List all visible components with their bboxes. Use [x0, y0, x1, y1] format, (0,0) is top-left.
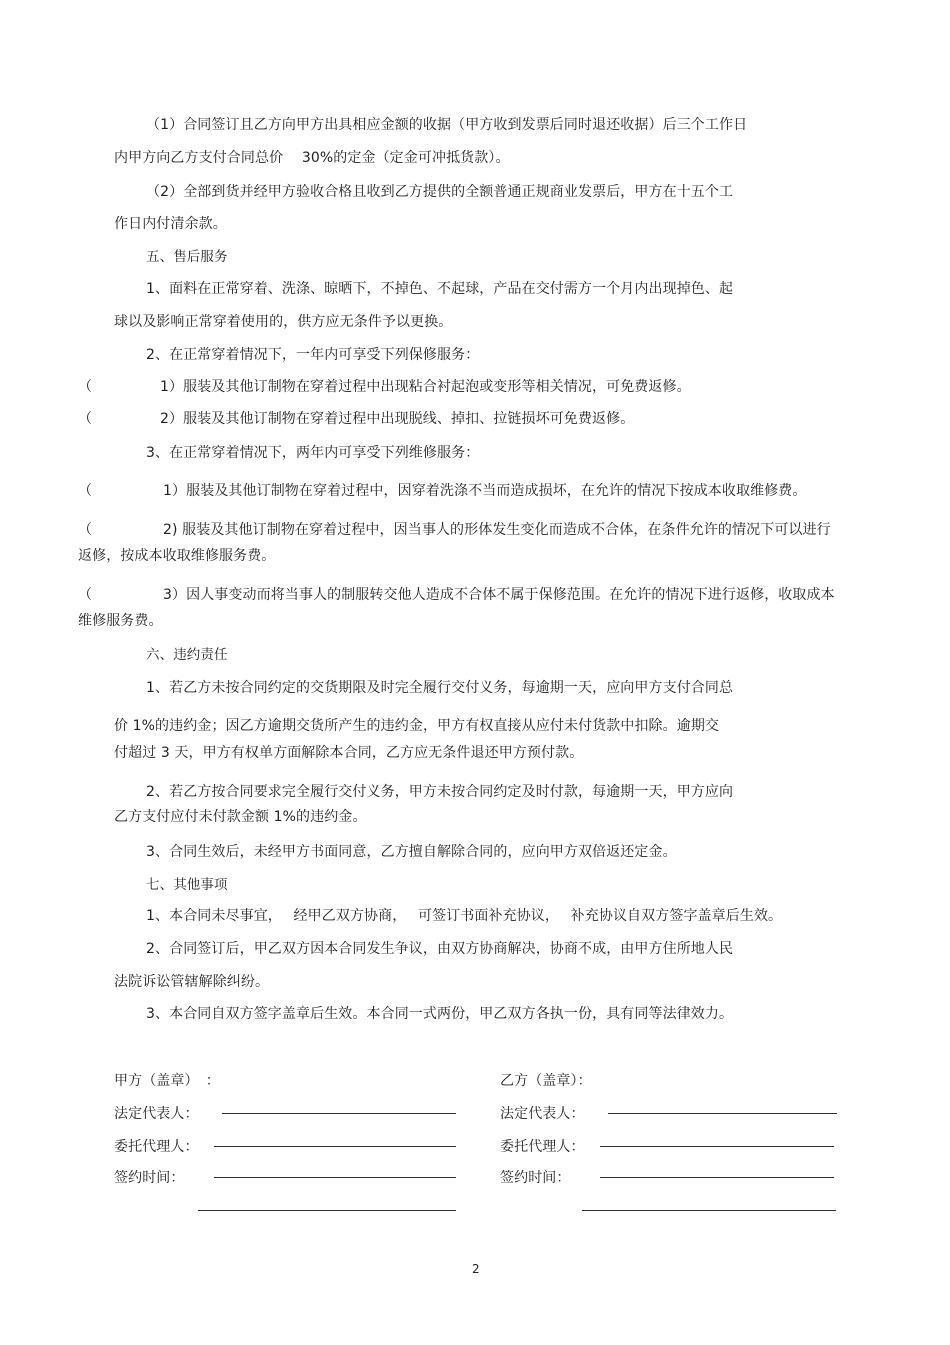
party-a-date-line[interactable]: [214, 1177, 456, 1178]
party-b-agent-label: 委托代理人：: [500, 1139, 585, 1155]
party-a-rep-signature-line[interactable]: [222, 1113, 456, 1114]
other-clause2-line1: 2、合同签订后，甲乙双方因本合同发生争议，由双方协商解决，协商不成，由甲方住所地人民: [146, 941, 734, 957]
after-sales-clause3-heading: 3、在正常穿着情况下，两年内可享受下列维修服务：: [146, 445, 480, 461]
liability-heading: 六、违约责任: [146, 647, 228, 663]
after-sales-clause2-item2-paren: （: [78, 411, 93, 427]
after-sales-clause3-item3-line2: 维修服务费。: [78, 613, 163, 629]
payment-item2-line2: 作日内付清余款。: [114, 216, 227, 232]
other-clause2-line2: 法院诉讼管辖解除纠纷。: [114, 974, 270, 990]
after-sales-clause2-item1: 1）服装及其他订制物在穿着过程中出现粘合衬起泡或变形等相关情况，可免费返修。: [160, 379, 691, 395]
payment-item2-line1: （2）全部到货并经甲方验收合格且收到乙方提供的全额普通正规商业发票后，甲方在十五个工: [146, 184, 734, 200]
after-sales-clause2-item1-paren: （: [78, 379, 93, 395]
after-sales-clause3-item2-line2: 返修，按成本收取维修服务费。: [78, 548, 276, 564]
liability-clause1-line3: 付超过 3 天，甲方有权单方面解除本合同，乙方应无条件退还甲方预付款。: [114, 745, 584, 761]
party-b-date-label: 签约时间：: [500, 1170, 571, 1186]
after-sales-clause3-item3-line1: 3）因人事变动而将当事人的制服转交他人造成不合体不属于保修范围。在允许的情况下进行返修，收取成本: [163, 587, 835, 603]
page-number: 2: [472, 1262, 480, 1276]
party-a-label: 甲方（盖章） ：: [114, 1073, 220, 1089]
party-a-rep-label: 法定代表人：: [114, 1106, 199, 1122]
liability-clause2-line2: 乙方支付应付未付款金额 1%的违约金。: [114, 809, 367, 825]
party-b-label: 乙方（盖章）：: [500, 1073, 592, 1089]
after-sales-clause2-heading: 2、在正常穿着情况下，一年内可享受下列保修服务：: [146, 347, 480, 363]
after-sales-clause1-line2: 球以及影响正常穿着使用的，供方应无条件予以更换。: [114, 314, 453, 330]
party-b-agent-signature-line[interactable]: [600, 1146, 834, 1147]
party-b-extra-line[interactable]: [582, 1210, 836, 1211]
liability-clause3: 3、合同生效后，未经甲方书面同意，乙方擅自解除合同的，应向甲方双倍返还定金。: [146, 844, 677, 860]
party-b-rep-label: 法定代表人：: [500, 1106, 585, 1122]
other-heading: 七、其他事项: [146, 877, 228, 893]
party-b-date-line[interactable]: [600, 1177, 834, 1178]
party-b-rep-signature-line[interactable]: [608, 1113, 837, 1114]
other-clause1: 1、本合同未尽事宜， 经甲乙双方协商， 可签订书面补充协议， 补充协议自双方签字盖章后生效。: [146, 908, 783, 924]
after-sales-clause3-item1: 1）服装及其他订制物在穿着过程中，因穿着洗涤不当而造成损坏，在允许的情况下按成本收取维修费。: [163, 483, 807, 499]
party-a-date-label: 签约时间：: [114, 1170, 185, 1186]
payment-item1-line1: （1）合同签订且乙方向甲方出具相应金额的收据（甲方收到发票后同时退还收据）后三个工作日: [146, 117, 748, 133]
payment-item1-line2: 内甲方向乙方支付合同总价 30%的定金（定金可冲抵货款）。: [114, 150, 510, 166]
other-clause3: 3、本合同自双方签字盖章后生效。本合同一式两份，甲乙双方各执一份，具有同等法律效力。: [146, 1006, 734, 1022]
party-a-agent-signature-line[interactable]: [214, 1146, 456, 1147]
after-sales-clause2-item2: 2）服装及其他订制物在穿着过程中出现脱线、掉扣、拉链损坏可免费返修。: [160, 411, 635, 427]
liability-clause1-line2: 价 1%的违约金；因乙方逾期交货所产生的违约金，甲方有权直接从应付未付货款中扣除。逾期交: [114, 718, 720, 734]
after-sales-clause3-item2-paren: （: [78, 522, 93, 538]
party-a-extra-line[interactable]: [198, 1210, 456, 1211]
after-sales-clause3-item3-paren: （: [78, 587, 93, 603]
after-sales-heading: 五、售后服务: [146, 249, 228, 265]
after-sales-clause1-line1: 1、面料在正常穿着、洗涤、晾晒下，不掉色、不起球，产品在交付需方一个月内出现掉色、起: [146, 281, 734, 297]
liability-clause2-line1: 2、若乙方按合同要求完全履行交付义务，甲方未按合同约定及时付款，每逾期一天，甲方应向: [146, 784, 734, 800]
party-a-agent-label: 委托代理人：: [114, 1139, 199, 1155]
liability-clause1-line1: 1、若乙方未按合同约定的交货期限及时完全履行交付义务，每逾期一天，应向甲方支付合同总: [146, 680, 734, 696]
after-sales-clause3-item2-line1: 2) 服装及其他订制物在穿着过程中，因当事人的形体发生变化而造成不合体，在条件允许的情况下可以进行: [163, 522, 831, 538]
after-sales-clause3-item1-paren: （: [78, 483, 93, 499]
